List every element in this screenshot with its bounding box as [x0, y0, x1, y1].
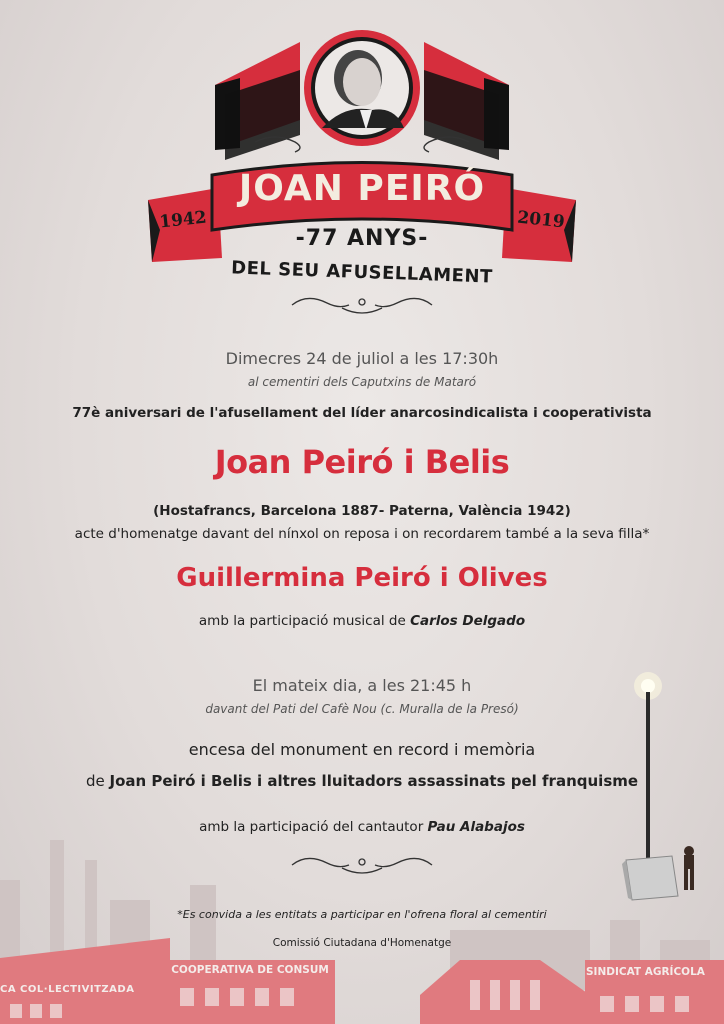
- sign-left: CA COL·LECTIVITZADA: [0, 984, 135, 995]
- singer-name: Pau Alabajos: [427, 819, 525, 835]
- singer-prefix: amb la participació del cantautor: [199, 819, 428, 835]
- event1-music: [0, 613, 724, 629]
- header-year-end: 2019: [516, 207, 566, 233]
- header-anys: -77 ANYS-: [295, 226, 429, 251]
- event1-description: 77è aniversari de l'afusellament del líder anarcosindicalista i cooperativista: [72, 405, 652, 421]
- event1-honoree: Joan Peiró i Belis: [214, 443, 510, 481]
- footer-org: Comissió Ciutadana d'Homenatge: [272, 937, 452, 949]
- ornament-divider-top: [282, 290, 442, 320]
- event1-act: acte d'homenatge davant del nínxol on reposa i on recordarem també a la seva filla*: [74, 526, 650, 542]
- music-prefix: amb la participació musical de: [198, 613, 411, 629]
- music-name: Carlos Delgado: [410, 613, 526, 629]
- header-title: JOAN PEIRÓ: [238, 168, 486, 209]
- footer-note: *Es convida a les entitats a participar en l'ofrena floral al cementiri: [177, 908, 547, 921]
- event1-daughter: Guillermina Peiró i Olives: [176, 563, 548, 593]
- sign-right: SINDICAT AGRÍCOLA: [586, 966, 705, 978]
- event1-datetime: Dimecres 24 de juliol a les 17:30h: [225, 349, 499, 368]
- left-flags: [215, 42, 300, 160]
- header-year-start: 1942: [158, 207, 208, 233]
- line2-bold: Joan Peiró i Belis i altres lluitadors assassinats pel franquisme: [109, 772, 639, 790]
- event2-datetime: El mateix dia, a les 21:45 h: [252, 676, 472, 695]
- portrait-medallion: [304, 30, 420, 146]
- sign-center: COOPERATIVA DE CONSUM: [171, 964, 329, 976]
- event1-bio: (Hostafrancs, Barcelona 1887- Paterna, València 1942): [153, 503, 571, 519]
- line2-prefix: de: [85, 772, 110, 790]
- event1-place: al cementiri dels Caputxins de Mataró: [247, 375, 477, 389]
- event2-place: davant del Pati del Cafè Nou (c. Muralla de la Presó): [205, 702, 519, 716]
- header-subtitle: DEL SEU AFUSELLAMENT: [230, 257, 494, 288]
- event2-line1: encesa del monument en record i memòria: [188, 740, 536, 759]
- right-flags: [424, 42, 509, 160]
